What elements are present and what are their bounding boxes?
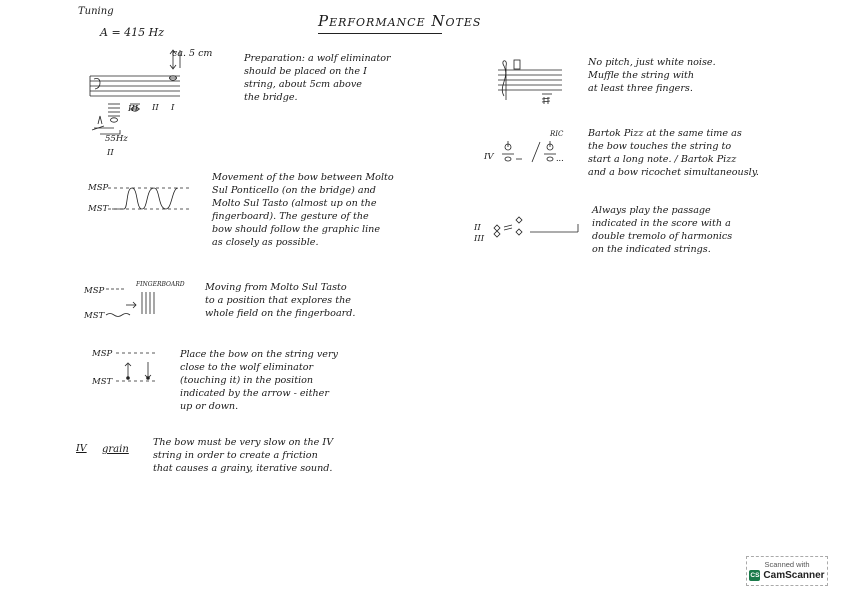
roman-marker: II (152, 103, 159, 113)
string-number: III (474, 234, 485, 244)
fingerboard-label: FINGERBOARD (136, 281, 185, 288)
string-number: II (474, 223, 481, 233)
frequency-label: 55Hz (105, 134, 128, 144)
scanner-caption: Scanned with (764, 560, 810, 569)
mst-label: MST (88, 204, 109, 214)
harmonics-tremolo-figure (490, 214, 590, 240)
tuning-label: Tuning (78, 6, 114, 17)
string-number: II (107, 148, 114, 158)
bow-movement-text: Movement of the bow between Molto Sul Ponticello (on the bridge) and Molto Sul Tasto (almost up on the fingerboard). The gesture of the bow should follow the graphic line as closely as possible. (212, 172, 394, 248)
scanner-brand: CamScanner (763, 570, 825, 581)
distance-measure: ca. 5 cm (172, 48, 213, 59)
string-number: IV (76, 443, 87, 454)
tuning-value: A = 415 Hz (100, 26, 165, 39)
noise-staff-figure (496, 56, 566, 106)
mst-label: MST (84, 311, 105, 321)
msp-label: MSP (84, 286, 105, 296)
noise-text: No pitch, just white noise. Muffle the string with at least three fingers. (588, 57, 716, 94)
roman-marker: III (128, 104, 139, 114)
camscanner-watermark (746, 556, 828, 586)
string-number: IV (484, 152, 494, 162)
page-title: Performance Notes (318, 12, 482, 30)
ricochet-label: RIC (550, 130, 564, 138)
wolf-position-graphic (116, 348, 166, 388)
grain-text: The bow must be very slow on the IV string in order to create a friction that causes a grainy, iterative sound. (153, 437, 334, 474)
svg-text:...: ... (556, 154, 564, 163)
harmonics-text: Always play the passage indicated in the score with a double tremolo of harmonics on the indicated strings. (592, 205, 733, 255)
bow-graphic-line (108, 180, 198, 220)
grain-label: grain (102, 444, 129, 455)
fingerboard-graphic (106, 284, 166, 320)
wolf-text: Place the bow on the string very close to the wolf eliminator (touching it) in the position indicated by the arrow - either up or down. (180, 349, 338, 412)
bartok-text: Bartok Pizz at the same time as the bow touches the string to start a long note. / Bartok Pizz and a bow ricochet simultaneously. (588, 128, 759, 178)
mst-label: MST (92, 377, 113, 387)
camscanner-logo-icon: CS (750, 572, 760, 579)
msp-label: MSP (88, 183, 109, 193)
msp-label: MSP (92, 349, 113, 359)
bartok-pizz-figure (496, 138, 576, 168)
fingerboard-text: Moving from Molto Sul Tasto to a position that explores the whole field on the fingerboard. (205, 282, 356, 319)
title-underline (318, 33, 442, 34)
roman-marker: I (171, 103, 175, 113)
preparation-text: Preparation: a wolf eliminator should be placed on the I string, about 5cm above the bridge. (244, 53, 391, 103)
